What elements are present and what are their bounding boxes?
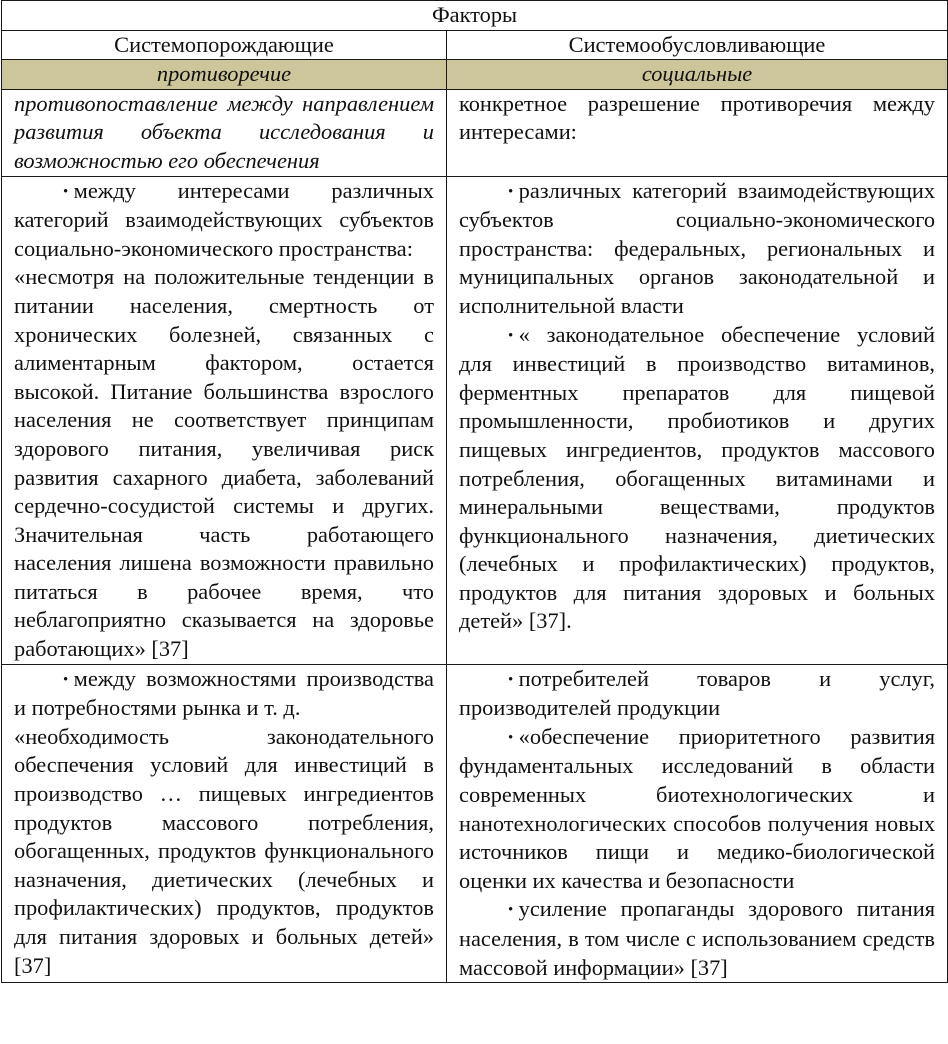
row2-left-cell (2, 664, 447, 983)
row1-right-bullet-item-1 (459, 177, 935, 321)
table-row (2, 664, 948, 983)
row2-right-bullet-text-2: «обеспечение приоритетного развития фундаментальных исследований в области современных биотехнологических и нанотехнологических способов получения новых источников пищи и медико-биологической оценки их качества и безопасности (459, 723, 936, 893)
column-header-left: Системопорождающие (2, 30, 447, 60)
definition-left: противопоставление между направлением развития объекта исследования и возможностью его обеспечения (2, 89, 447, 176)
bullet-icon: • (508, 327, 514, 344)
row1-left-bullet-item (14, 177, 434, 264)
table-title: Факторы (2, 1, 948, 31)
row2-left-bullet-text: между возможностями производства и потребностями рынка и т. д. (14, 665, 434, 721)
row2-left-quote: «необходимость законодательного обеспечения условий для инвестиций в производство … пищевых ингредиентов продуктов массового потребления, обогащенных, продуктов функционального назначения, диетических (лечебных и профилактических) продуктов, продуктов для питания здоровых и больных детей» [37] (14, 723, 434, 978)
row2-right-cell (447, 664, 948, 983)
row1-left-cell (2, 176, 447, 664)
category-right: социальные (447, 60, 948, 90)
definition-right: конкретное разрешение противоречия между интересами: (447, 89, 948, 176)
row2-left-bullet-item (14, 665, 434, 723)
row2-right-bullet-text-3: усиление пропаганды здорового питания населения, в том числе с использованием средств массовой информации» [37] (459, 896, 936, 980)
factors-table (1, 0, 948, 983)
category-band-row (2, 60, 948, 90)
definition-row (2, 89, 948, 176)
bullet-icon: • (63, 183, 69, 200)
row2-right-bullet-item-3 (459, 895, 935, 982)
bullet-icon: • (508, 902, 514, 919)
bullet-icon: • (508, 183, 514, 200)
row1-right-bullet-text-2: « законодательное обеспечение условий для инвестиций в производство витаминов, ферментных препаратов для пищевой промышленности, пробиотиков и других пищевых ингредиентов, продуктов массового потребления, обогащенных витаминами и минеральными веществами, продуктов функционального назначения, диетических (лечебных и профилактических) продуктов, продуктов для питания здоровых и больных детей» [37]. (459, 321, 936, 634)
table-row (2, 176, 948, 664)
table-title-row (2, 1, 948, 31)
row1-right-bullet-text-1: различных категорий взаимодействующих субъектов социально-экономического пространства: федеральных, региональных и муниципальных органов законодательной и исполнительной власти (459, 177, 936, 318)
row2-right-bullet-text-1: потребителей товаров и услуг, производителей продукции (459, 665, 936, 721)
row2-right-bullet-item-2 (459, 723, 935, 896)
column-header-right: Системообусловливающие (447, 30, 948, 60)
row1-right-bullet-item-2 (459, 321, 935, 637)
row1-left-bullet-text: между интересами различных категорий взаимодействующих субъектов социально-экономического пространства: (14, 177, 434, 261)
row2-right-bullet-item-1 (459, 665, 935, 723)
bullet-icon: • (508, 729, 514, 746)
row1-right-cell (447, 176, 948, 664)
column-header-row (2, 30, 948, 60)
row1-left-quote: «несмотря на положительные тенденции в питании населения, смертность от хронических болезней, связанных с алиментарным фактором, остается высокой. Питание большинства взрослого населения не соответствует принципам здорового питания, увеличивая риск развития сахарного диабета, заболеваний сердечно-сосудистой системы и других. Значительная часть работающего населения лишена возможности правильно питаться в рабочее время, что неблагоприятно сказывается на здоровье работающих» [37] (14, 264, 434, 662)
bullet-icon: • (508, 671, 514, 688)
bullet-icon: • (63, 671, 69, 688)
category-left: противоречие (2, 60, 447, 90)
